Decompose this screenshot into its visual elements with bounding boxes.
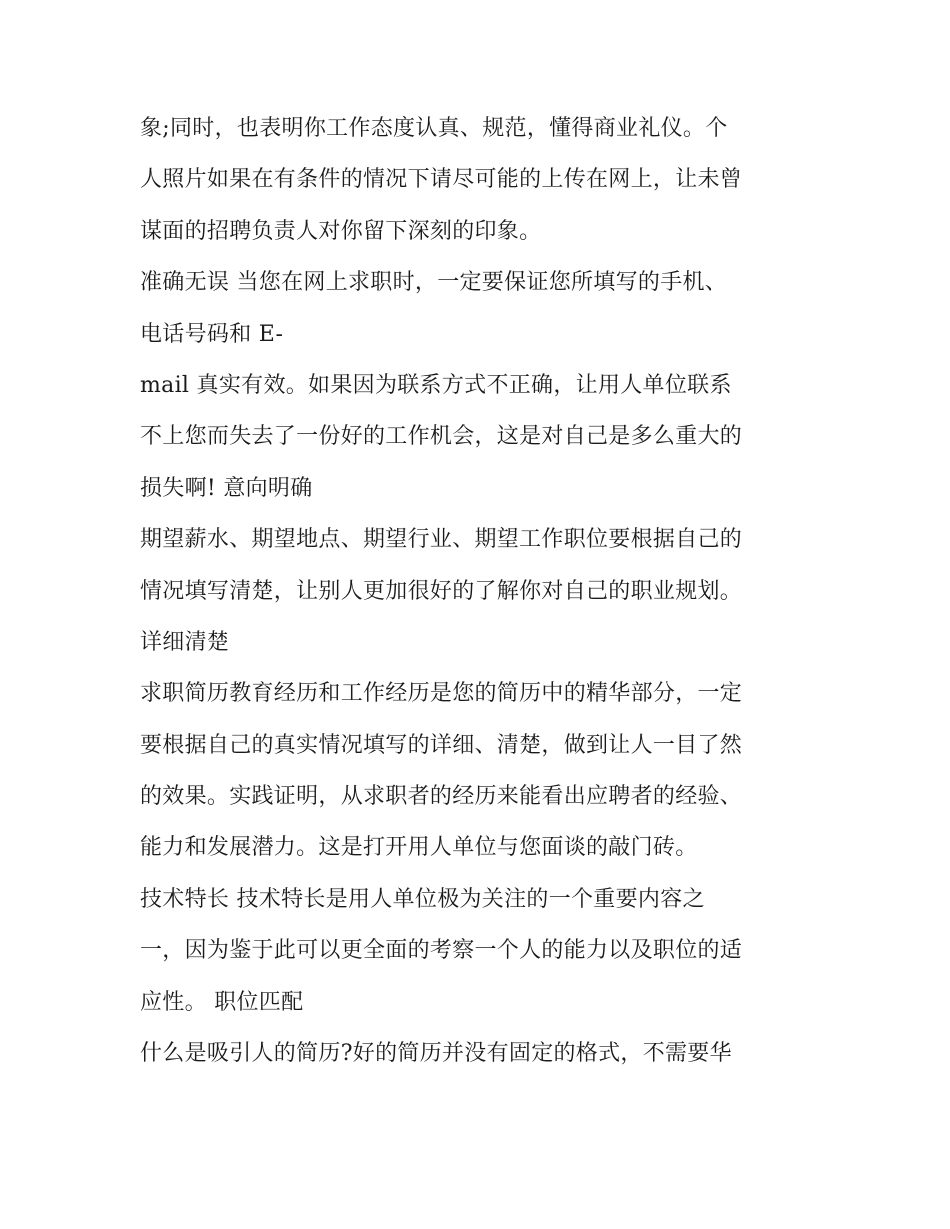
text-line: 应性。 职位匹配 <box>140 989 304 1015</box>
text-line: 要根据自己的真实情况填写的详细、清楚，做到让人一目了然 <box>140 732 743 758</box>
text-line: 详细清楚 <box>140 629 230 655</box>
text-line: 准确无误 当您在网上求职时，一定要保证您所填写的手机、 <box>140 270 728 296</box>
text-line: 电话号码和 E- <box>140 321 284 347</box>
text-line: 技术特长 技术特长是用人单位极为关注的一个重要内容之 <box>140 886 705 912</box>
text-line: 的效果。实践证明，从求职者的经历来能看出应聘者的经验、 <box>140 784 743 810</box>
text-line: 情况填写清楚，让别人更加很好的了解你对自己的职业规划。 <box>140 578 743 604</box>
text-line: 一，因为鉴于此可以更全面的考察一个人的能力以及职位的适 <box>140 938 743 964</box>
text-line: 能力和发展潜力。这是打开用人单位与您面谈的敲门砖。 <box>140 835 698 861</box>
document-text-body <box>140 103 820 1079</box>
text-line: 人照片如果在有条件的情况下请尽可能的上传在网上，让未曾 <box>140 167 743 193</box>
text-line: 损失啊! 意向明确 <box>140 475 313 501</box>
text-line: 不上您而失去了一份好的工作机会，这是对自己是多么重大的 <box>140 424 743 450</box>
text-line: 谋面的招聘负责人对你留下深刻的印象。 <box>140 218 542 244</box>
text-line: 象;同时，也表明你工作态度认真、规范，懂得商业礼仪。个 <box>140 116 728 141</box>
text-line: 期望薪水、期望地点、期望行业、期望工作职位要根据自己的 <box>140 527 743 553</box>
text-line: 求职简历教育经历和工作经历是您的简历中的精华部分，一定 <box>140 681 743 707</box>
text-line: mail 真实有效。如果因为联系方式不正确，让用人单位联系 <box>140 372 732 398</box>
text-line: 什么是吸引人的简历?好的简历并没有固定的格式，不需要华 <box>140 1041 732 1067</box>
